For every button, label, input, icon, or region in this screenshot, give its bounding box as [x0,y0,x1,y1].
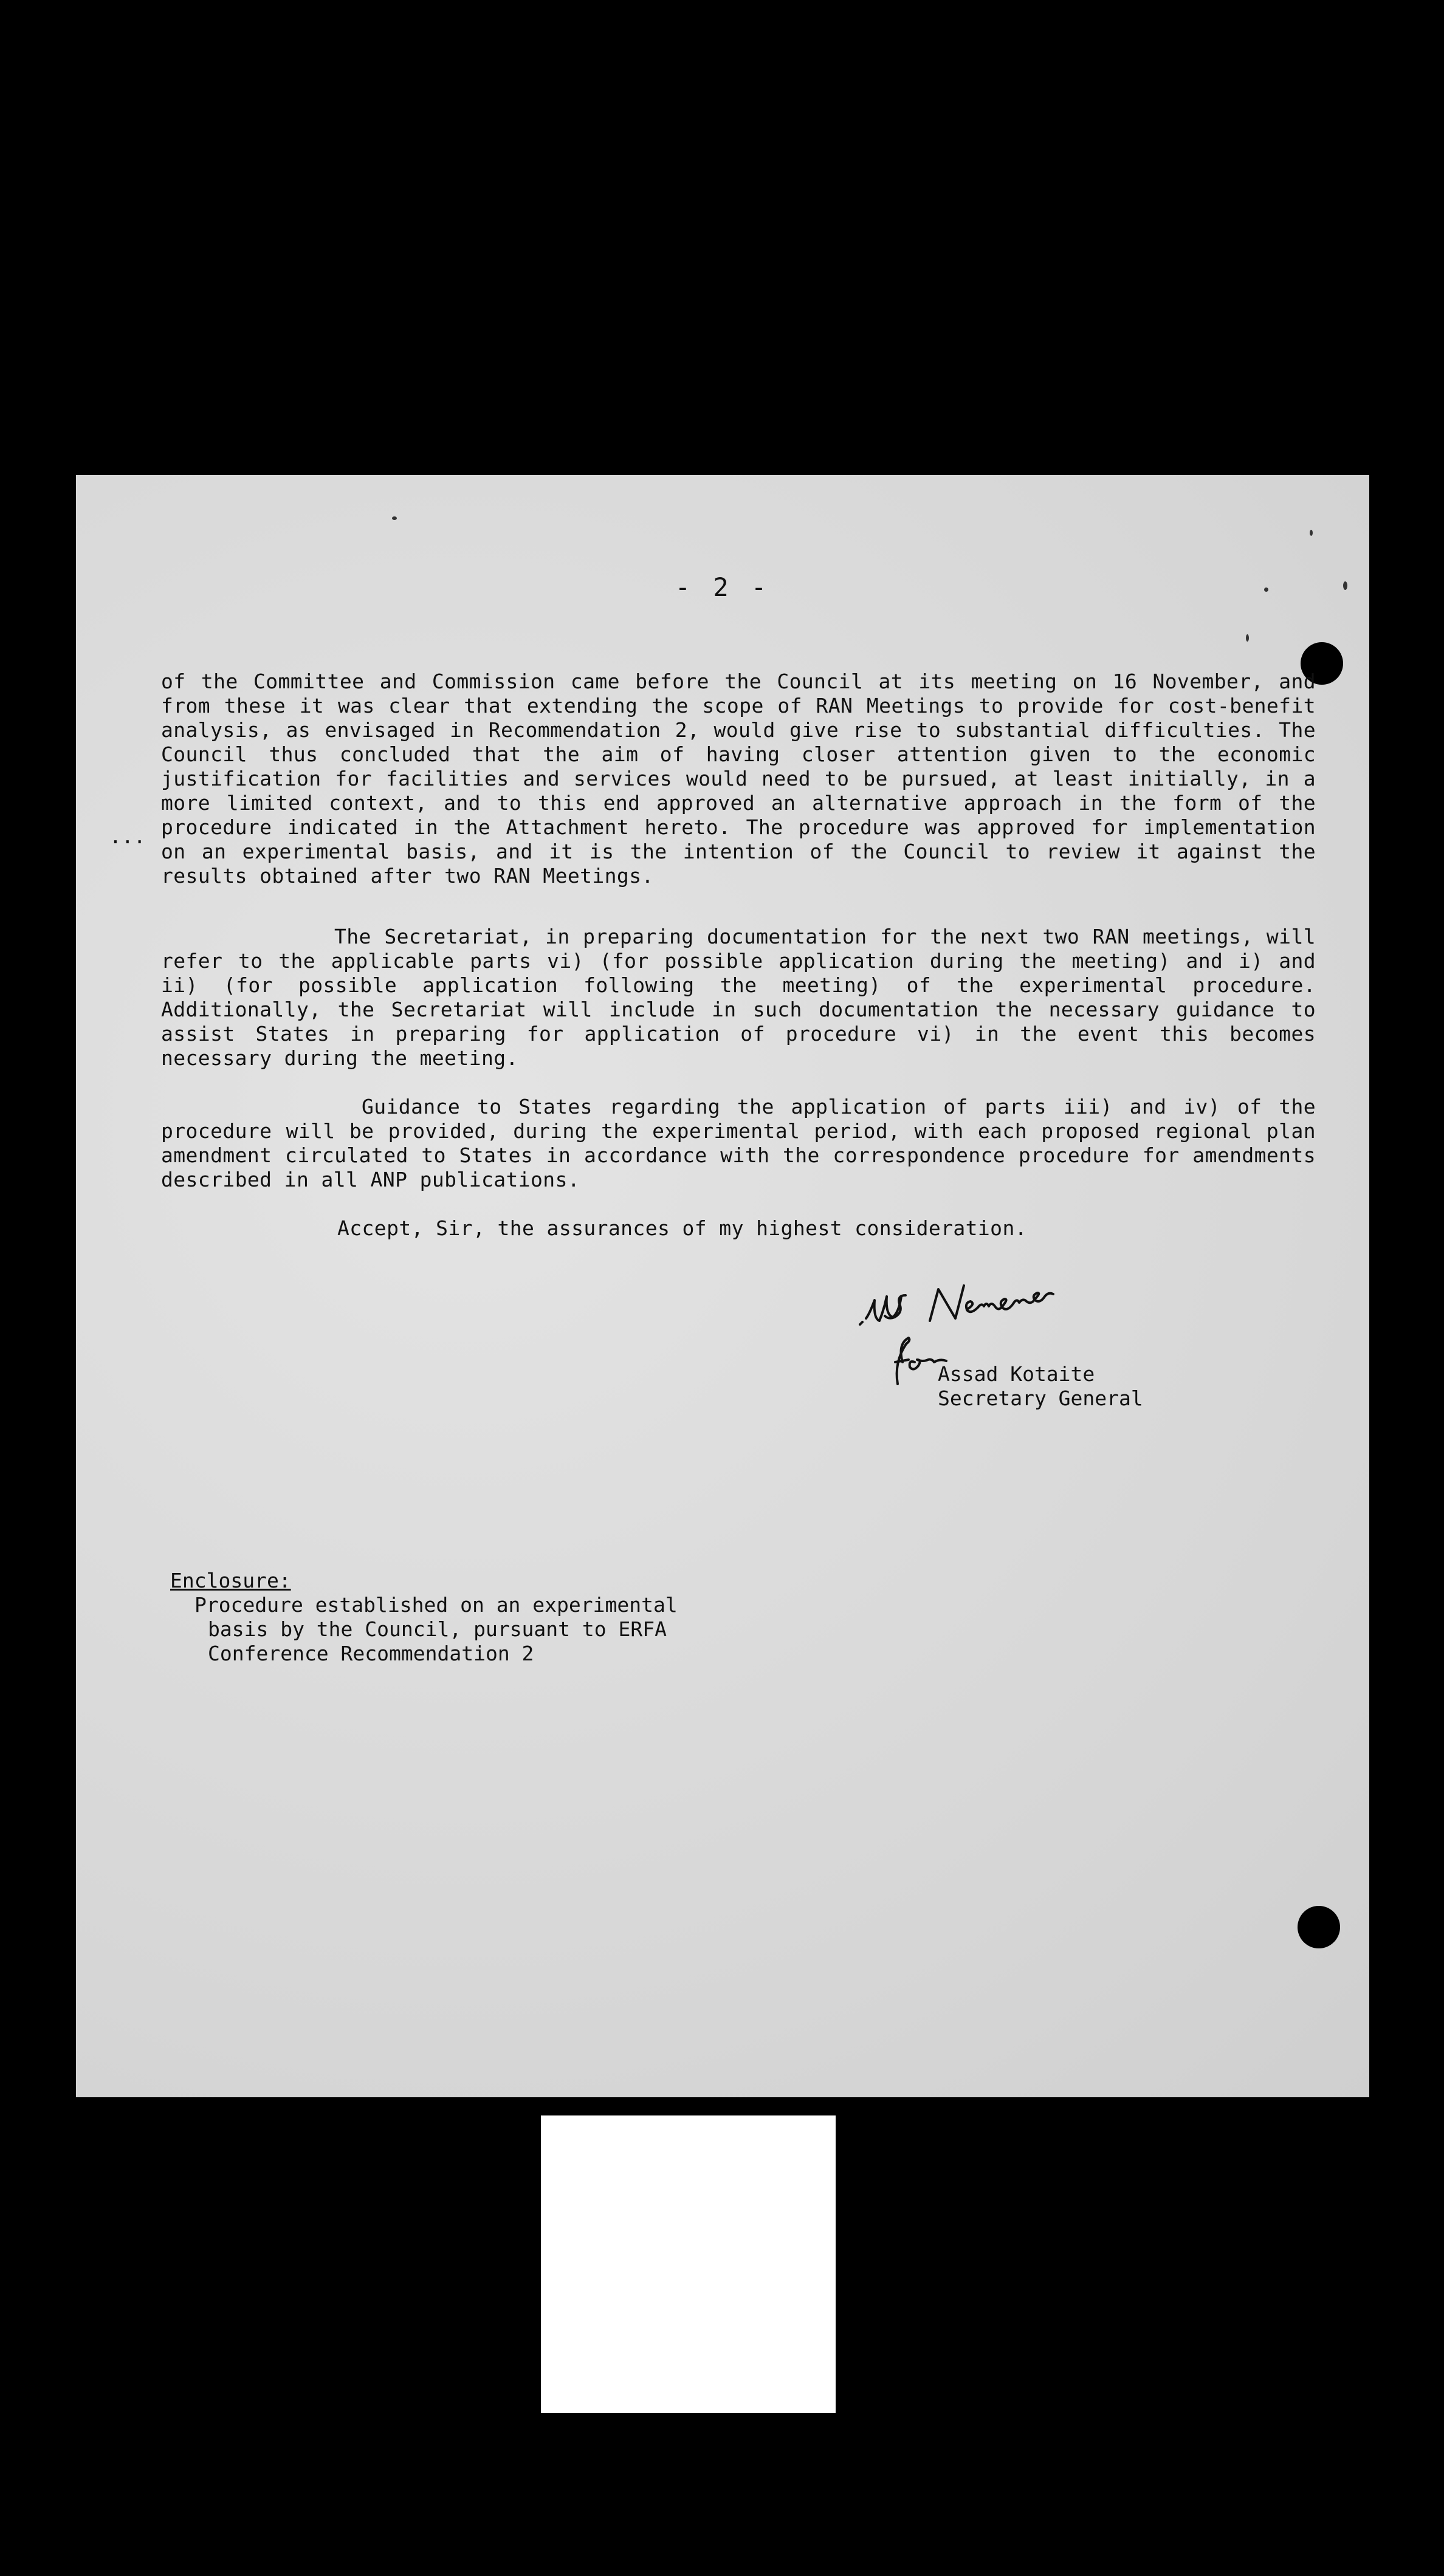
signatory-title: Secretary General [938,1386,1143,1410]
closing-line: Accept, Sir, the assurances of my highest consideration. [337,1216,1027,1240]
speck [1246,634,1249,642]
page-number: - 2 - [675,572,771,602]
blank-card [541,2115,836,2413]
enclosure-heading: Enclosure: [170,1569,291,1592]
enclosure-line: basis by the Council, pursuant to ERFA [208,1617,667,1641]
enclosure-body [194,1593,678,1666]
enclosure-block [170,1569,678,1666]
speck [1310,530,1313,536]
paragraph-1: of the Committee and Commission came before the Council at its meeting on 16 November, and from these it was clear that extending the scope of RAN Meetings to provide for cost-benefit analysis, as envisaged in Recommendation 2, would give rise to substantial difficulties. The Council thus concluded that the aim of having closer attention given to the economic justification for facilities and services would need to be pursued, at least initially, in a more limited context, and to this end approved an alternative approach in the form of the procedure indicated in the Attachment hereto. The procedure was approved for implementation on an experimental basis, and it is the intention of the Council to review it against the results obtained after two RAN Meetings. [161,670,1316,888]
document-page [76,475,1369,2097]
punch-hole [1298,1906,1340,1948]
paragraph-2: The Secretariat, in preparing documentation for the next two RAN meetings, will refer to the applicable parts vi) (for possible application during the meeting) and i) and ii) (for possible application following the meeting) of the experimental procedure. Additionally, the Secretariat will include in such documentation the necessary guidance to assist States in preparing for application of procedure vi) in the event this becomes necessary during the meeting. [161,925,1316,1070]
signatory-name: Assad Kotaite [938,1362,1095,1386]
paragraph-3: Guidance to States regarding the application of parts iii) and iv) of the procedure will be provided, during the experimental period, with each proposed regional plan amendment circulated to States in accordance with the correspondence procedure for amendments described in all ANP publications. [161,1095,1316,1191]
enclosure-line: Conference Recommendation 2 [208,1642,534,1665]
signature-block [823,1271,1249,1429]
enclosure-line: Procedure established on an experimental [194,1593,678,1617]
margin-mark: ... [109,824,146,848]
speck [392,516,397,520]
